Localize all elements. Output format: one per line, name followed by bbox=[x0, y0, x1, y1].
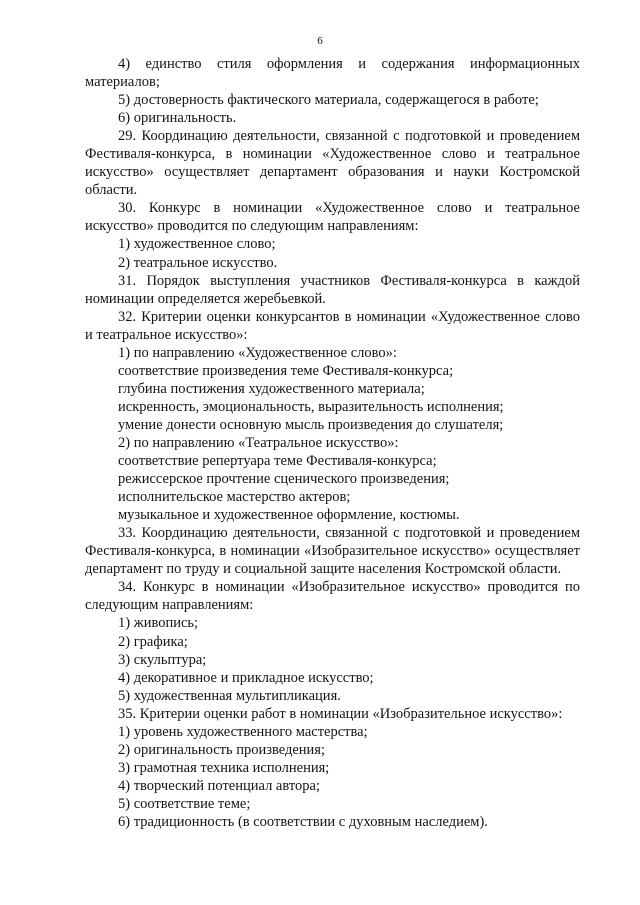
paragraph: 2) по направлению «Театральное искусство»: bbox=[118, 434, 399, 451]
paragraph: режиссерское прочтение сценического произведения; bbox=[118, 471, 450, 488]
paragraph: 33. Координацию деятельности, связанной с подготовкой и проведением Фестиваля-конкурса, в номинации «Изобразительное искусство» осуществляет департамент по труду и социальной защите населения Костромской области. bbox=[85, 525, 580, 578]
paragraph: 31. Порядок выступления участников Фестиваля-конкурса в каждой номинации определяется жеребьевкой. bbox=[85, 272, 580, 307]
paragraph: 2) графика; bbox=[118, 633, 188, 650]
paragraph: 32. Критерии оценки конкурсантов в номинации «Художественное слово и театральное искусство»: bbox=[85, 308, 580, 343]
paragraph: 1) уровень художественного мастерства; bbox=[118, 723, 368, 740]
paragraph: 4) единство стиля оформления и содержания информационных материалов; bbox=[85, 56, 580, 91]
paragraph: умение донести основную мысль произведения до слушателя; bbox=[118, 416, 504, 433]
page-number: 6 bbox=[317, 35, 323, 47]
paragraph: исполнительское мастерство актеров; bbox=[118, 489, 351, 506]
paragraph: музыкальное и художественное оформление, костюмы. bbox=[118, 507, 460, 524]
paragraph: 1) живопись; bbox=[118, 615, 199, 632]
paragraph: 34. Конкурс в номинации «Изобразительное искусство» проводится по следующим направлениям: bbox=[85, 579, 580, 614]
paragraph: 6) оригинальность. bbox=[118, 110, 237, 127]
paragraph: 35. Критерии оценки работ в номинации «Изобразительное искусство»: bbox=[118, 705, 563, 722]
paragraph: искренность, эмоциональность, выразительность исполнения; bbox=[118, 398, 504, 415]
paragraph: 30. Конкурс в номинации «Художественное слово и театральное искусство» проводится по следующим направлениям: bbox=[85, 200, 580, 235]
paragraph: 5) соответствие теме; bbox=[118, 795, 251, 812]
paragraph: 3) скульптура; bbox=[118, 651, 207, 668]
document-body bbox=[85, 55, 580, 831]
paragraph: соответствие произведения теме Фестиваля-конкурса; bbox=[118, 362, 454, 379]
paragraph: 4) декоративное и прикладное искусство; bbox=[118, 669, 374, 686]
paragraph: глубина постижения художественного материала; bbox=[118, 380, 425, 397]
paragraph: 1) художественное слово; bbox=[118, 236, 276, 253]
paragraph: 4) творческий потенциал автора; bbox=[118, 777, 320, 794]
paragraph: 2) театральное искусство. bbox=[118, 254, 278, 271]
paragraph: 2) оригинальность произведения; bbox=[118, 741, 326, 758]
paragraph: 5) достоверность фактического материала, содержащегося в работе; bbox=[118, 92, 539, 109]
paragraph: 5) художественная мультипликация. bbox=[118, 687, 341, 704]
paragraph: 3) грамотная техника исполнения; bbox=[118, 759, 330, 776]
paragraph: 6) традиционность (в соответствии с духовным наследием). bbox=[118, 813, 488, 830]
paragraph: 29. Координацию деятельности, связанной с подготовкой и проведением Фестиваля-конкурса, в номинации «Художественное слово и театральное искусство» осуществляет департамент образования и науки Костромской области. bbox=[85, 128, 580, 199]
paragraph: соответствие репертуара теме Фестиваля-конкурса; bbox=[118, 453, 437, 470]
paragraph: 1) по направлению «Художественное слово»: bbox=[118, 344, 397, 361]
